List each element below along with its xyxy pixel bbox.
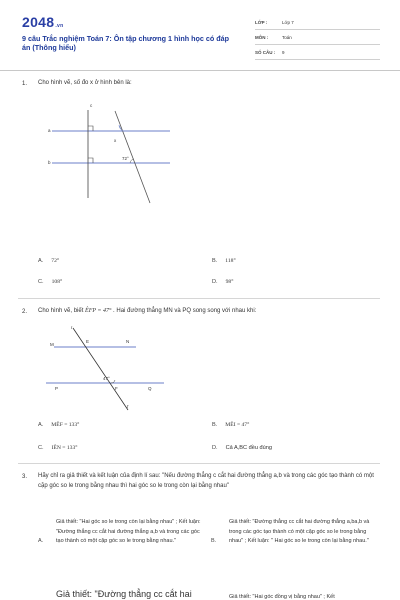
question-2-figure: [40, 322, 180, 412]
label-x: x: [114, 138, 117, 143]
question-separator: [18, 463, 380, 464]
meta-value: 9: [282, 49, 285, 55]
meta-value: Toán: [282, 34, 292, 40]
answer-option-b[interactable]: [212, 422, 249, 428]
meta-row-class: [255, 15, 380, 30]
question-1-figure: [30, 95, 180, 205]
label-j: J: [126, 404, 129, 409]
question-text-before: Cho hình vẽ, biết: [38, 308, 86, 314]
document-title: 9 câu Trắc nghiệm Toán 7: Ôn tập chương 1 hình học có đáp án (Thông hiểu): [22, 34, 230, 52]
option-label: C.: [38, 445, 44, 451]
option-value: Giả thiết: "Hai góc so le trong còn lại bằng nhau" ; Kết luận: "Đường thẳng cc cắt hai đường thẳng a,b và trong các góc tạo thành có một cặp góc so le trong bằng nhau.": [56, 519, 201, 544]
option-label: A.: [38, 258, 44, 264]
meta-row-count: [255, 45, 380, 60]
question-separator: [18, 298, 380, 299]
question-text-after: . Hai đường thẳng MN và PQ song song với nhau khi:: [111, 308, 257, 314]
answer-option-a[interactable]: [38, 422, 79, 428]
label-a: a: [48, 128, 51, 133]
meta-label: SỐ CÂU :: [255, 49, 276, 55]
label-b: b: [48, 160, 51, 165]
transversal-line: [115, 111, 150, 203]
label-q: Q: [148, 386, 152, 391]
option-label: D.: [212, 445, 218, 451]
logo-text: 2048: [22, 14, 55, 30]
answer-option-a[interactable]: [38, 518, 204, 547]
header-divider: [0, 70, 400, 71]
label-c: c: [90, 103, 93, 108]
option-value: Giả thiết: "Đường thẳng cc cắt hai: [56, 589, 192, 599]
answer-option-c[interactable]: [38, 445, 78, 451]
answer-option-d[interactable]: [229, 593, 379, 600]
logo-suffix: .vn: [55, 23, 64, 29]
right-angle-mark: [88, 158, 93, 163]
question-text: Cho hình vẽ, số đo x ở hình bên là:: [38, 80, 132, 86]
meta-table: [255, 15, 380, 60]
right-angle-mark: [88, 126, 93, 131]
option-value: IÊN = 133°: [51, 445, 78, 451]
meta-label: LỚP :: [255, 19, 268, 25]
option-label: B.: [212, 258, 218, 264]
option-value: 108°: [51, 279, 63, 285]
meta-label: MÔN :: [255, 34, 269, 40]
option-label: A.: [38, 422, 44, 428]
label-e: E: [86, 339, 90, 344]
option-value: Giả thiết: "Hai góc đồng vị bằng nhau" ; Kết: [229, 594, 335, 600]
label-f: F: [115, 386, 118, 391]
option-value: Giả thiết: "Đường thẳng cc cắt hai đường thẳng a,ba,b và trong các góc tạo thành có một cặp góc so le trong bằng nhau" ; Kết luận: " Hai góc so le trong còn lại bằng nhau.": [229, 519, 370, 544]
label-angle-72: 72°: [122, 156, 129, 161]
option-value: 118°: [225, 258, 236, 264]
option-value: 98°: [225, 279, 234, 285]
answer-option-c[interactable]: [38, 279, 62, 285]
site-logo[interactable]: [22, 14, 63, 30]
answer-option-b[interactable]: [211, 518, 379, 547]
option-label: C.: [38, 279, 44, 285]
label-m: M: [50, 342, 54, 347]
page-header: [0, 0, 400, 70]
transversal-ij: [73, 328, 128, 410]
option-label: A.: [38, 538, 44, 544]
question-text: [38, 307, 256, 317]
meta-row-subject: [255, 30, 380, 45]
answer-option-c[interactable]: [56, 588, 206, 600]
option-label: B.: [211, 538, 217, 544]
label-p: P: [55, 386, 59, 391]
option-label: B.: [212, 422, 218, 428]
question-number: 2.: [22, 309, 28, 315]
label-n: N: [126, 339, 130, 344]
meta-value: Lớp 7: [282, 19, 294, 25]
option-value: 72°: [51, 258, 60, 264]
option-value: Cả A,BC đều đúng: [225, 445, 272, 451]
question-math: ÊFP = 47°: [85, 308, 112, 314]
question-number: 1.: [22, 81, 28, 87]
label-i: I: [71, 325, 73, 330]
option-value: MÊF = 133°: [51, 422, 80, 428]
answer-option-d[interactable]: [212, 445, 272, 451]
option-label: D.: [212, 279, 218, 285]
answer-option-d[interactable]: [212, 279, 233, 285]
answer-option-b[interactable]: [212, 258, 236, 264]
option-value: MÊI = 47°: [225, 422, 250, 428]
label-angle-47: 47°: [103, 376, 110, 381]
question-number: 3.: [22, 474, 28, 480]
answer-option-a[interactable]: [38, 258, 59, 264]
question-text: Hãy chỉ ra giả thiết và kết luận của định lí sau: "Nếu đường thẳng c cắt hai đường thẳng a,b và trong các góc tạo thành có một cặp góc so le trong bằng nhau thì hai góc so le trong còn lại bằng nhau": [38, 473, 374, 489]
